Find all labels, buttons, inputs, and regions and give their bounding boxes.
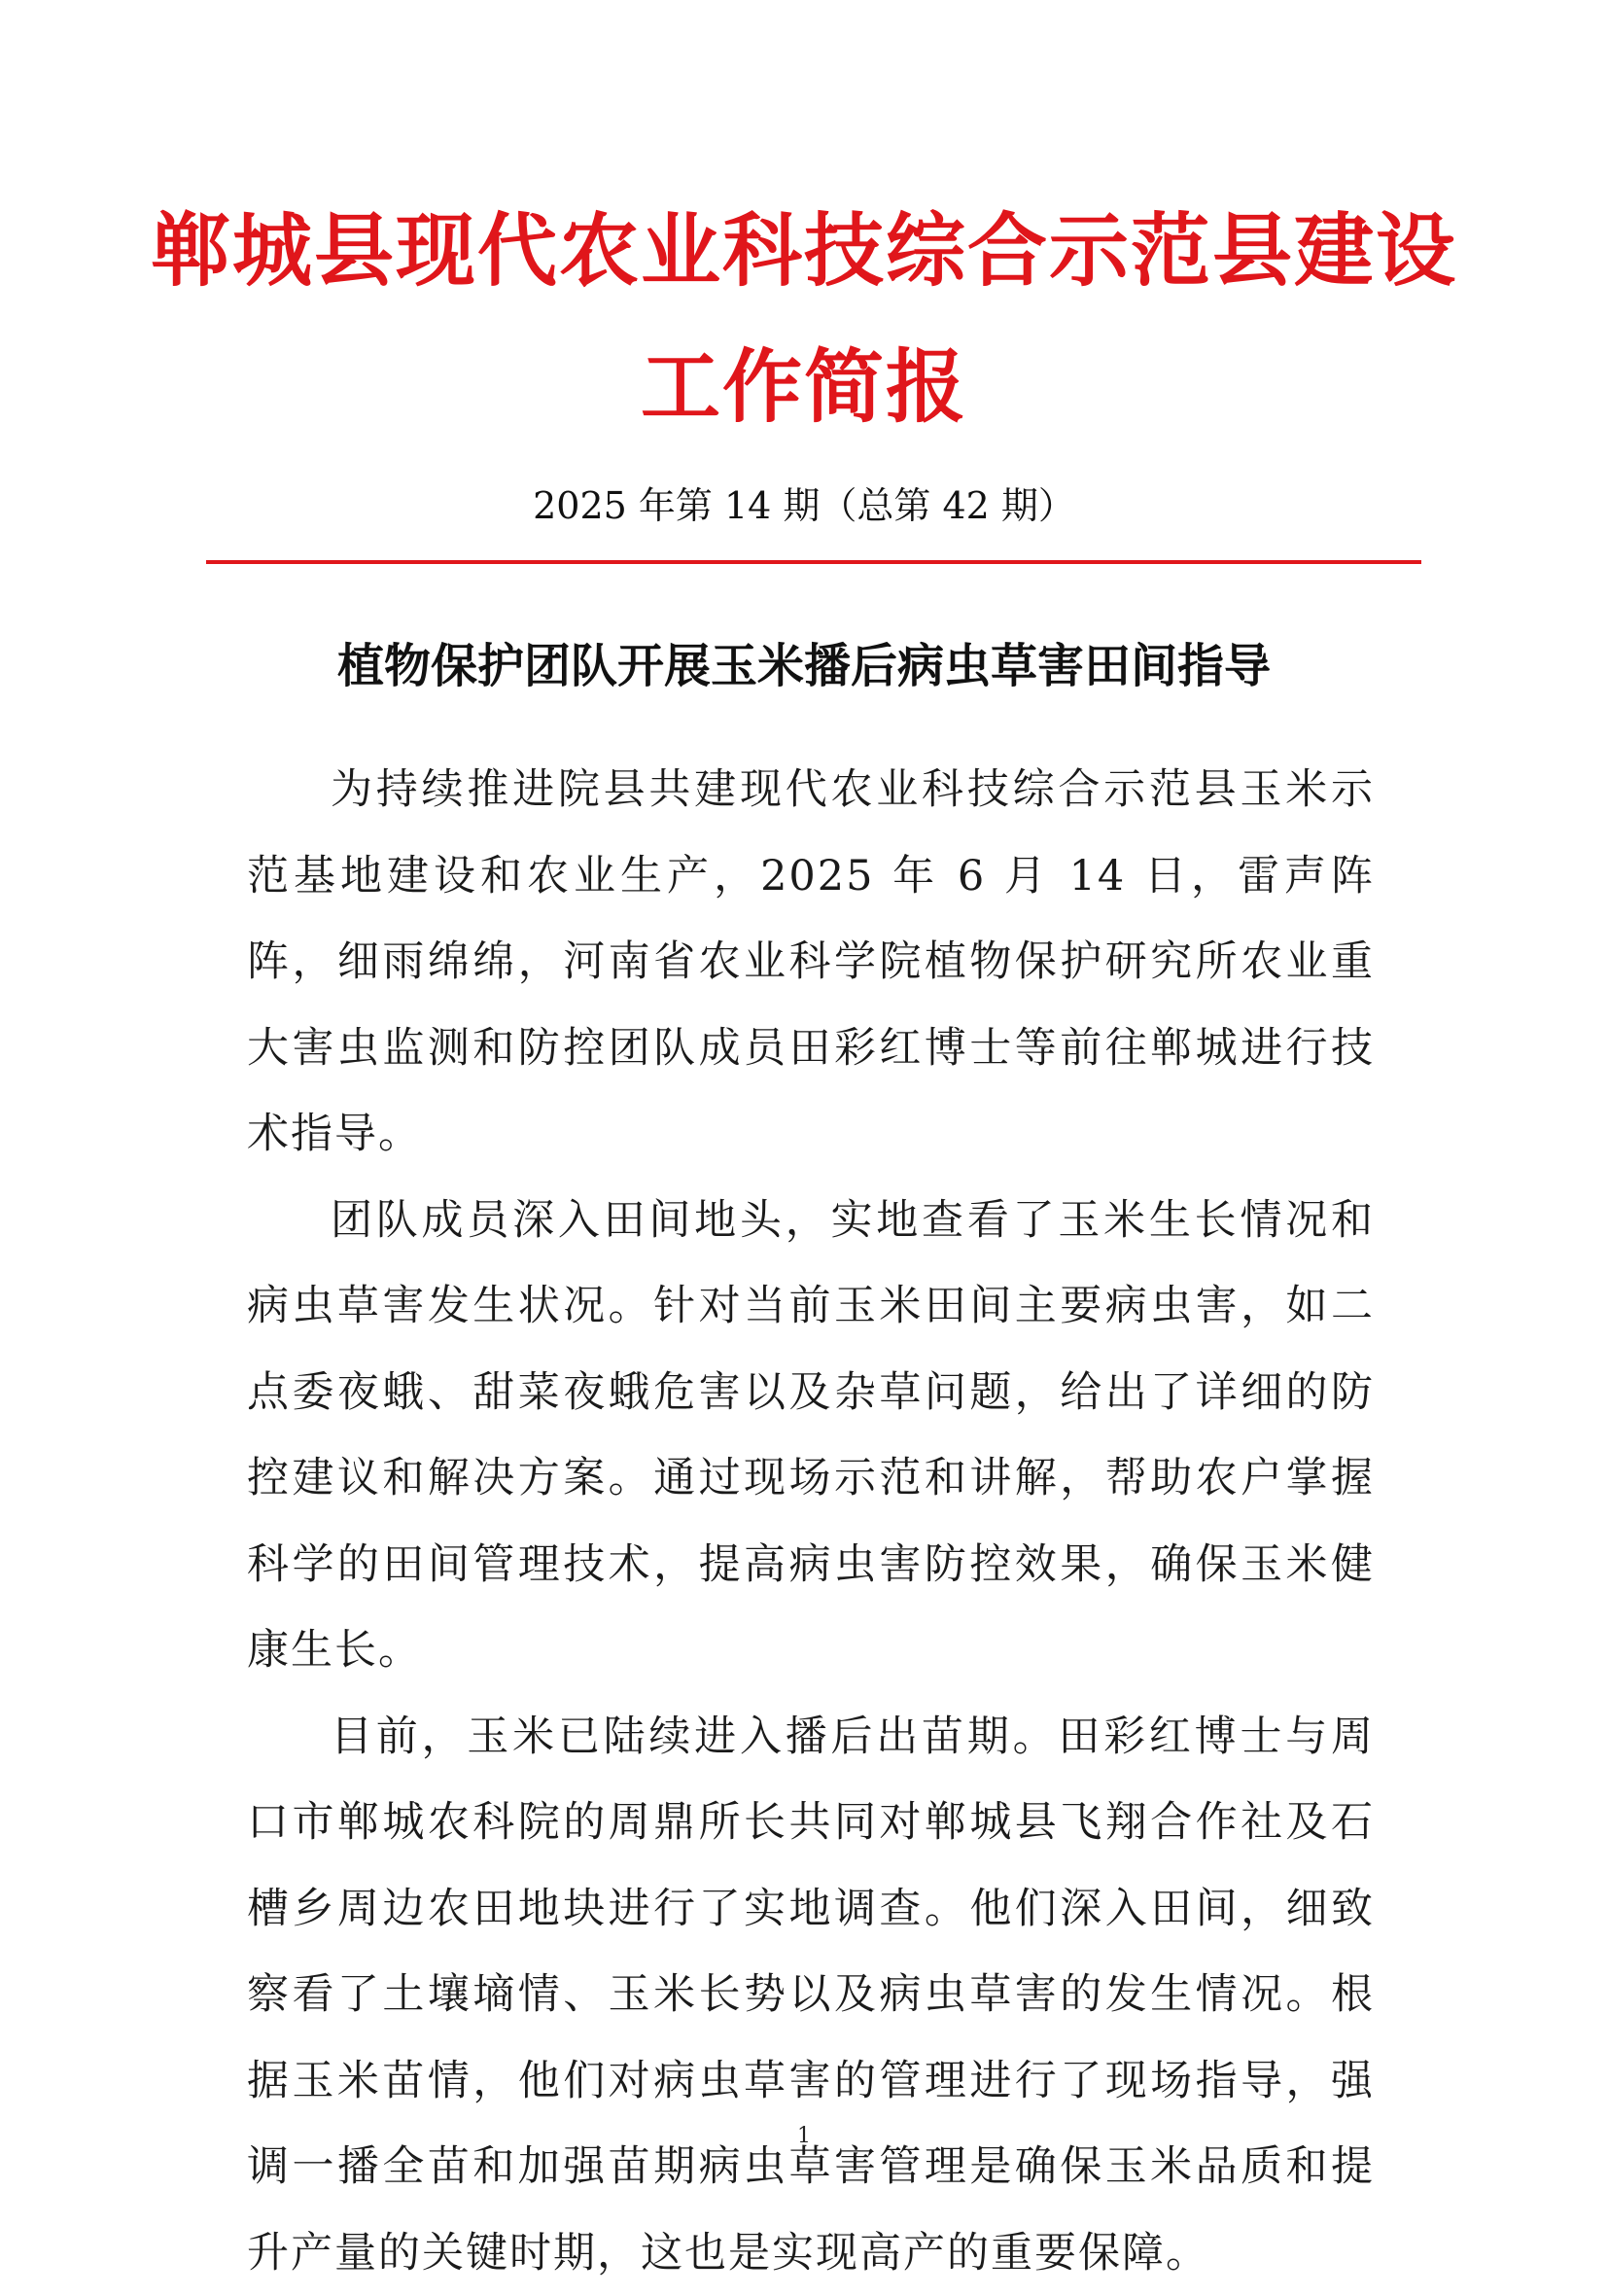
article-title: 植物保护团队开展玉米播后病虫草害田间指导 bbox=[0, 632, 1608, 700]
masthead-title-line-1: 郸城县现代农业科技综合示范县建设 bbox=[0, 202, 1608, 300]
page-number: 1 bbox=[0, 2122, 1608, 2151]
paragraph: 为持续推进院县共建现代农业科技综合示范县玉米示范基地建设和农业生产，2025 年 6 月 14 日，雷声阵阵，细雨绵绵，河南省农业科学院植物保护研究所农业重大害虫监测和防控团队成员田彩红博士等前往郸城进行技术指导。 bbox=[247, 747, 1375, 1178]
paragraph: 目前，玉米已陆续进入播后出苗期。田彩红博士与周口市郸城农科院的周鼎所长共同对郸城县飞翔合作社及石槽乡周边农田地块进行了实地调查。他们深入田间，细致察看了土壤墒情、玉米长势以及病虫草害的发生情况。根据玉米苗情，他们对病虫草害的管理进行了现场指导，强调一播全苗和加强苗期病虫草害管理是确保玉米品质和提升产量的关键时期，这也是实现高产的重要保障。 bbox=[247, 1694, 1375, 2296]
issue-number: 2025 年第 14 期（总第 42 期） bbox=[0, 480, 1608, 531]
masthead-divider bbox=[206, 560, 1421, 564]
masthead-title-line-2: 工作简报 bbox=[0, 338, 1608, 436]
paragraph: 团队成员深入田间地头，实地查看了玉米生长情况和病虫草害发生状况。针对当前玉米田间主要病虫害，如二点委夜蛾、甜菜夜蛾危害以及杂草问题，给出了详细的防控建议和解决方案。通过现场示范和讲解，帮助农户掌握科学的田间管理技术，提高病虫害防控效果，确保玉米健康生长。 bbox=[247, 1178, 1375, 1694]
article-body bbox=[247, 747, 1375, 2296]
